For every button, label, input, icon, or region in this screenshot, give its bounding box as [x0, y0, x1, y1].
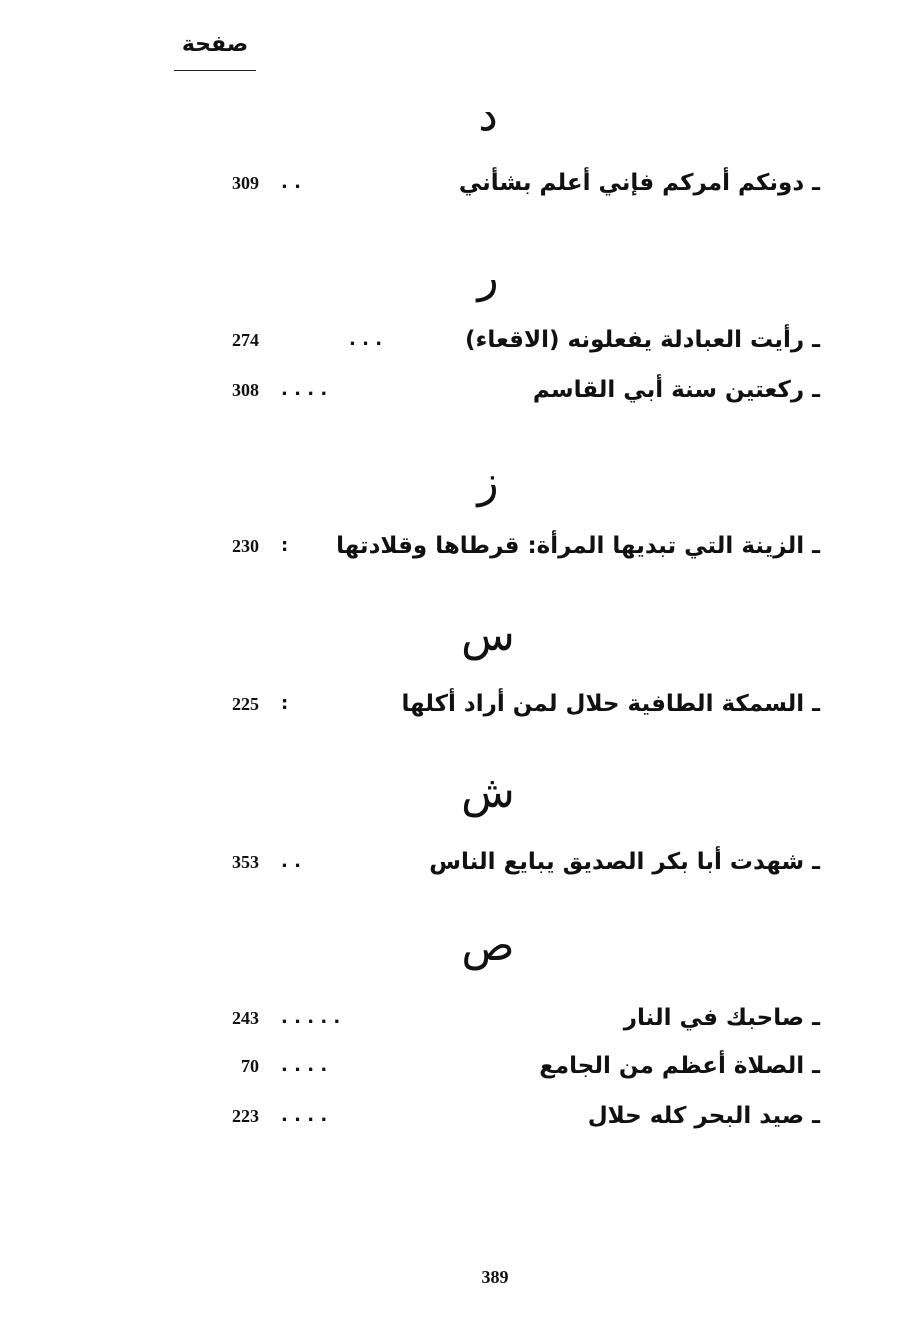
section-letter: ر [477, 252, 499, 303]
index-entry [215, 163, 820, 203]
entry-page-number: 70 [241, 1056, 259, 1076]
entry-leader: . . . . . [281, 1007, 341, 1028]
section-letter: س [461, 610, 515, 661]
entry-page-number: 353 [232, 852, 259, 872]
entry-text: ـ صاحبك في النار [623, 1005, 820, 1031]
entry-text: ـ الزينة التي تبديها المرأة: قرطاها وقلادتها [336, 533, 820, 559]
section-letter: ص [461, 920, 515, 971]
entry-text: ـ الصلاة أعظم من الجامع [539, 1053, 820, 1079]
entry-page-number: 308 [232, 380, 259, 400]
column-header-page: صفحة [181, 32, 249, 57]
entry-page-number: 309 [232, 173, 259, 193]
entry-leader: . . . . [281, 1105, 328, 1126]
entry-page-number: 225 [232, 694, 259, 714]
entry-leader: . . . [349, 329, 383, 350]
entry-text: ـ دونكم أمركم فإني أعلم بشأني [458, 170, 820, 196]
index-entry [215, 842, 820, 882]
section-letter: ش [461, 767, 515, 818]
entry-text: ـ رأيت العبادلة يفعلونه (الاقعاء) [465, 327, 820, 353]
header-underline [174, 70, 256, 71]
entry-leader: . . [281, 172, 301, 193]
entry-leader: : [281, 535, 289, 556]
index-entry [215, 526, 820, 566]
index-entry [215, 1046, 820, 1086]
section-letter: ز [477, 457, 499, 508]
entry-page-number: 223 [232, 1106, 259, 1126]
entry-leader: . . . . [281, 379, 328, 400]
index-entry [215, 1096, 820, 1136]
entry-page-number: 274 [232, 330, 259, 350]
index-entry [215, 320, 820, 360]
entry-text: ـ ركعتين سنة أبي القاسم [532, 377, 820, 403]
entry-leader: . . . . [281, 1055, 328, 1076]
entry-page-number: 243 [232, 1008, 259, 1028]
entry-leader: : [281, 693, 289, 714]
entry-leader: . . [281, 851, 301, 872]
entry-page-number: 230 [232, 536, 259, 556]
entry-text: ـ صيد البحر كله حلال [587, 1103, 820, 1129]
index-entry [215, 998, 820, 1038]
entry-text: ـ السمكة الطافية حلال لمن أراد أكلها [401, 691, 820, 717]
index-entry [215, 370, 820, 410]
page-number: 389 [481, 1267, 509, 1287]
index-entry [215, 684, 820, 724]
section-letter: د [478, 90, 498, 141]
entry-text: ـ شهدت أبا بكر الصديق يبايع الناس [429, 849, 820, 875]
